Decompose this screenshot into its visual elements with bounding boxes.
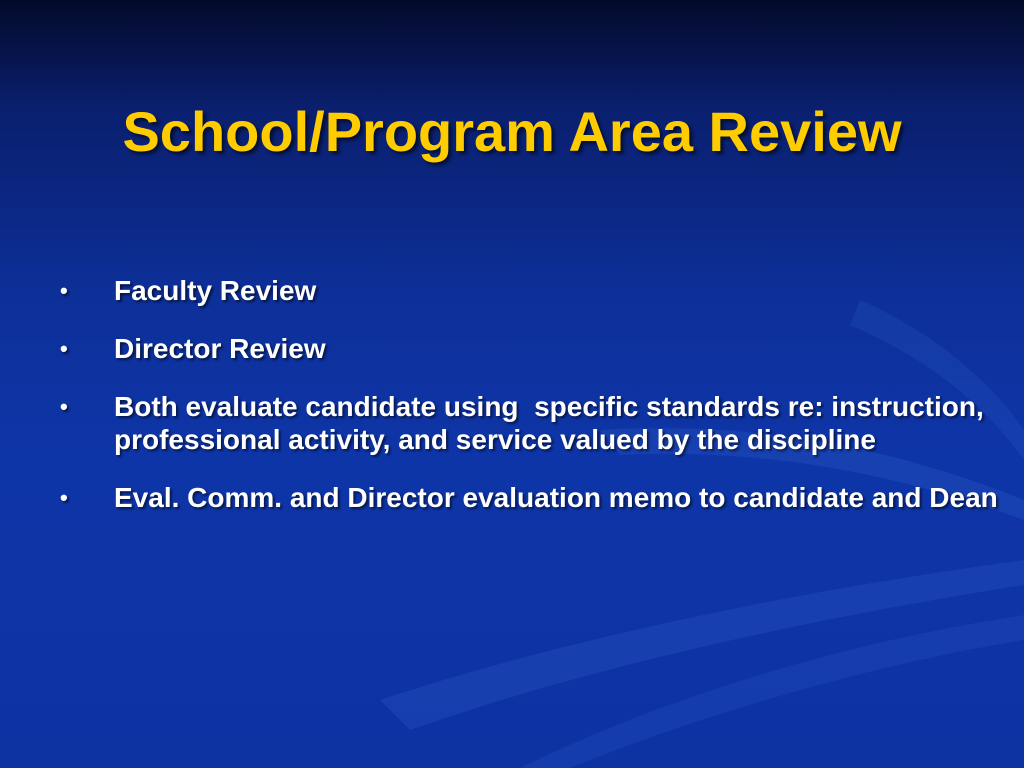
- bullet-text-faculty-review: Faculty Review: [114, 275, 317, 306]
- bullet-list: [58, 274, 998, 539]
- bullet-item: [58, 481, 998, 514]
- bullet-item: [58, 274, 998, 307]
- slide-title: School/Program Area Review: [122, 100, 902, 163]
- bullet-text-both-evaluate: Both evaluate candidate using specific standards re: instruction, professional activity, and service valued by the discipline: [114, 391, 992, 455]
- bullet-text-director-review: Director Review: [114, 333, 326, 364]
- bullet-icon: •: [60, 394, 68, 419]
- bullet-text-eval-memo: Eval. Comm. and Director evaluation memo to candidate and Dean: [114, 482, 998, 513]
- bullet-icon: •: [60, 336, 68, 361]
- bullet-item: [58, 390, 998, 456]
- bullet-item: [58, 332, 998, 365]
- bullet-icon: •: [60, 485, 68, 510]
- bullet-icon: •: [60, 278, 68, 303]
